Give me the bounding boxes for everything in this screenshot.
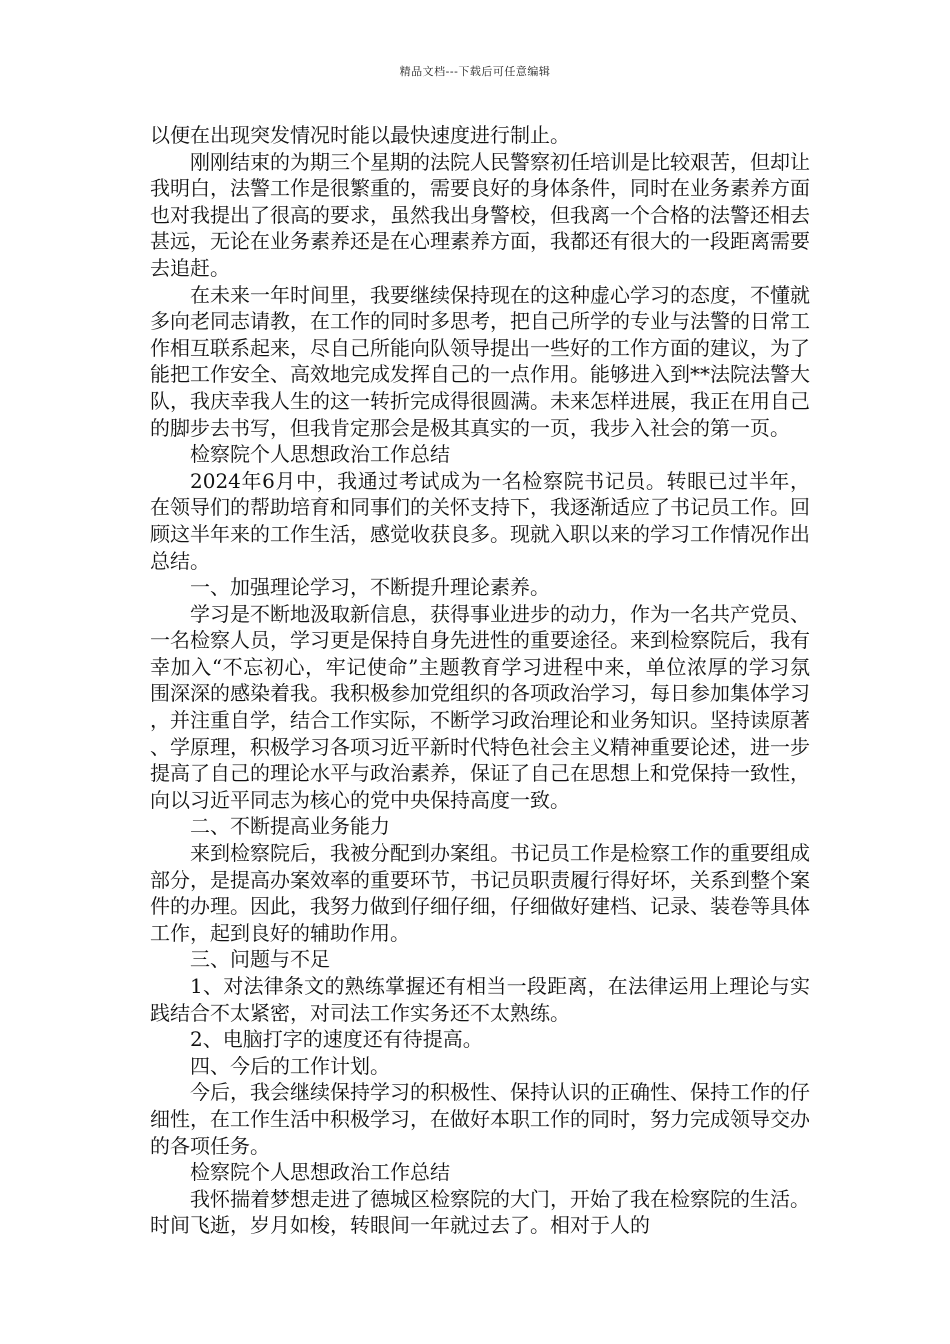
paragraph-7: 1、对法律条文的熟练掌握还有相当一段距离，在法律运用上理论与实践结合不太紧密，对司法工作实务还不太熟练。 — [150, 974, 810, 1025]
paragraph-8: 2、电脑打字的速度还有待提高。 — [190, 1027, 483, 1052]
paragraph-6: 来到检察院后，我被分配到办案组。书记员工作是检察工作的重要组成部分，是提高办案效率的重要环节，书记员职责履行得好坏，关系到整个案件的办理。因此，我努力做到仔细仔细，仔细做好建档、记录、装卷等具体工作，起到良好的辅助作用。 — [150, 841, 810, 945]
paragraph-5: 学习是不断地汲取新信息，获得事业进步的动力，作为一名共产党员、一名检察人员，学习更是保持自身先进性的重要途径。来到检察院后，我有幸加入“不忘初心，牢记使命”主题教育学习进程中来，单位浓厚的学习氛围深深的感染着我。我积极参加党组织的各项政治学习，每日参加集体学习，并注重自学，结合工作实际，不断学习政治理论和业务知识。坚持读原著、学原理，积极学习各项习近平新时代特色社会主义精神重要论述，进一步提高了自己的理论水平与政治素养，保证了自己在思想上和党保持一致性，向以习近平同志为核心的党中央保持高度一致。 — [150, 601, 810, 812]
subheading-4: 四、今后的工作计划。 — [190, 1053, 390, 1078]
paragraph-2: 刚刚结束的为期三个星期的法院人民警察初任培训是比较艰苦，但却让我明白，法警工作是很繁重的，需要良好的身体条件，同时在业务素养方面也对我提出了很高的要求，虽然我出身警校，但我离一个合格的法警还相去甚远，无论在业务素养还是在心理素养方面，我都还有很大的一段距离需要去追赶。 — [150, 149, 810, 280]
section-title-1: 检察院个人思想政治工作总结 — [190, 442, 450, 467]
paragraph-1: 以便在出现突发情况时能以最快速度进行制止。 — [150, 123, 570, 147]
document-body — [150, 122, 810, 1239]
paragraph-4: 2024年6月中，我通过考试成为一名检察院书记员。转眼已过半年，在领导们的帮助培育和同事们的关怀支持下，我逐渐适应了书记员工作。回顾这半年来的工作生活，感觉收获良多。现就入职以来的学习工作情况作出总结。 — [150, 468, 810, 573]
subheading-3: 三、问题与不足 — [190, 947, 330, 972]
subheading-2: 二、不断提高业务能力 — [190, 814, 390, 839]
subheading-1: 一、加强理论学习，不断提升理论素养。 — [190, 575, 550, 600]
section-title-2: 检察院个人思想政治工作总结 — [190, 1160, 450, 1185]
paragraph-3: 在未来一年时间里，我要继续保持现在的这种虚心学习的态度，不懂就多向老同志请教，在工作的同时多思考，把自己所学的专业与法警的日常工作相互联系起来，尽自己所能向队领导提出一些好的工作方面的建议，为了能把工作安全、高效地完成发挥自己的一点作用。能够进入到**法院法警大队，我庆幸我人生的这一转折完成得很圆满。未来怎样进展，我正在用自己的脚步去书写，但我肯定那会是极其真实的一页，我步入社会的第一页。 — [150, 282, 810, 440]
paragraph-9: 今后，我会继续保持学习的积极性、保持认识的正确性、保持工作的仔细性，在工作生活中积极学习，在做好本职工作的同时，努力完成领导交办的各项任务。 — [150, 1080, 810, 1158]
page-header: 精品文档---下载后可任意编辑 — [399, 65, 551, 78]
paragraph-10: 我怀揣着梦想走进了德城区检察院的大门，开始了我在检察院的生活。时间飞逝，岁月如梭，转眼间一年就过去了。相对于人的 — [150, 1186, 810, 1238]
